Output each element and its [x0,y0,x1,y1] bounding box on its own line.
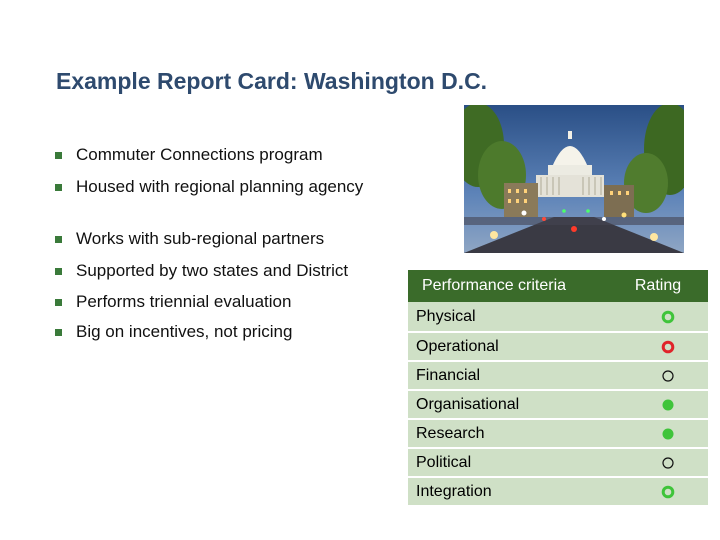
table-row [408,478,708,505]
row-criteria: Physical [416,307,476,325]
bullet-text: Supported by two states and District [76,261,349,280]
performance-table [408,270,708,505]
table-row [408,449,708,476]
empty-circle-icon [661,369,675,383]
bullet-item [55,229,324,249]
table-row [408,362,708,389]
row-criteria: Operational [416,337,499,355]
row-rating [628,340,708,354]
row-criteria: Research [416,424,485,442]
row-criteria: Financial [416,366,481,384]
empty-circle-icon [661,456,675,470]
green-ring-icon [661,310,675,324]
capitol-illustration [464,105,684,253]
bullet-item [55,177,376,197]
bullet-item [55,261,348,281]
table-row [408,420,708,447]
bullet-item [55,292,291,312]
table-row [408,333,708,360]
square-bullet-icon [55,268,62,275]
header-rating: Rating [634,277,682,294]
square-bullet-icon [55,184,62,191]
green-dot-icon [661,427,675,441]
row-rating [628,369,708,383]
row-criteria: Political [416,453,472,471]
square-bullet-icon [55,299,62,306]
bullet-item [55,145,323,165]
header-criteria: Performance criteria [422,277,567,294]
table-header [408,270,708,302]
row-criteria: Organisational [416,395,520,413]
slide-title: Example Report Card: Washington D.C. [56,68,488,94]
row-rating [628,398,708,412]
bullet-text: Big on incentives, not pricing [76,322,293,341]
row-rating [628,427,708,441]
bullet-item [55,322,292,342]
row-criteria: Integration [416,482,492,500]
bullet-text: Works with sub-regional partners [76,229,325,248]
capitol-night-photo [464,105,684,253]
bullet-text: Housed with regional planning agency [76,177,364,196]
bullet-text: Commuter Connections program [76,145,323,164]
bullet-text: Performs triennial evaluation [76,292,292,311]
red-ring-icon [661,340,675,354]
green-ring-icon [661,485,675,499]
square-bullet-icon [55,236,62,243]
square-bullet-icon [55,152,62,159]
row-rating [628,485,708,499]
table-row [408,302,708,331]
row-rating [628,310,708,324]
square-bullet-icon [55,329,62,336]
table-row [408,391,708,418]
green-dot-icon [661,398,675,412]
row-rating [628,456,708,470]
